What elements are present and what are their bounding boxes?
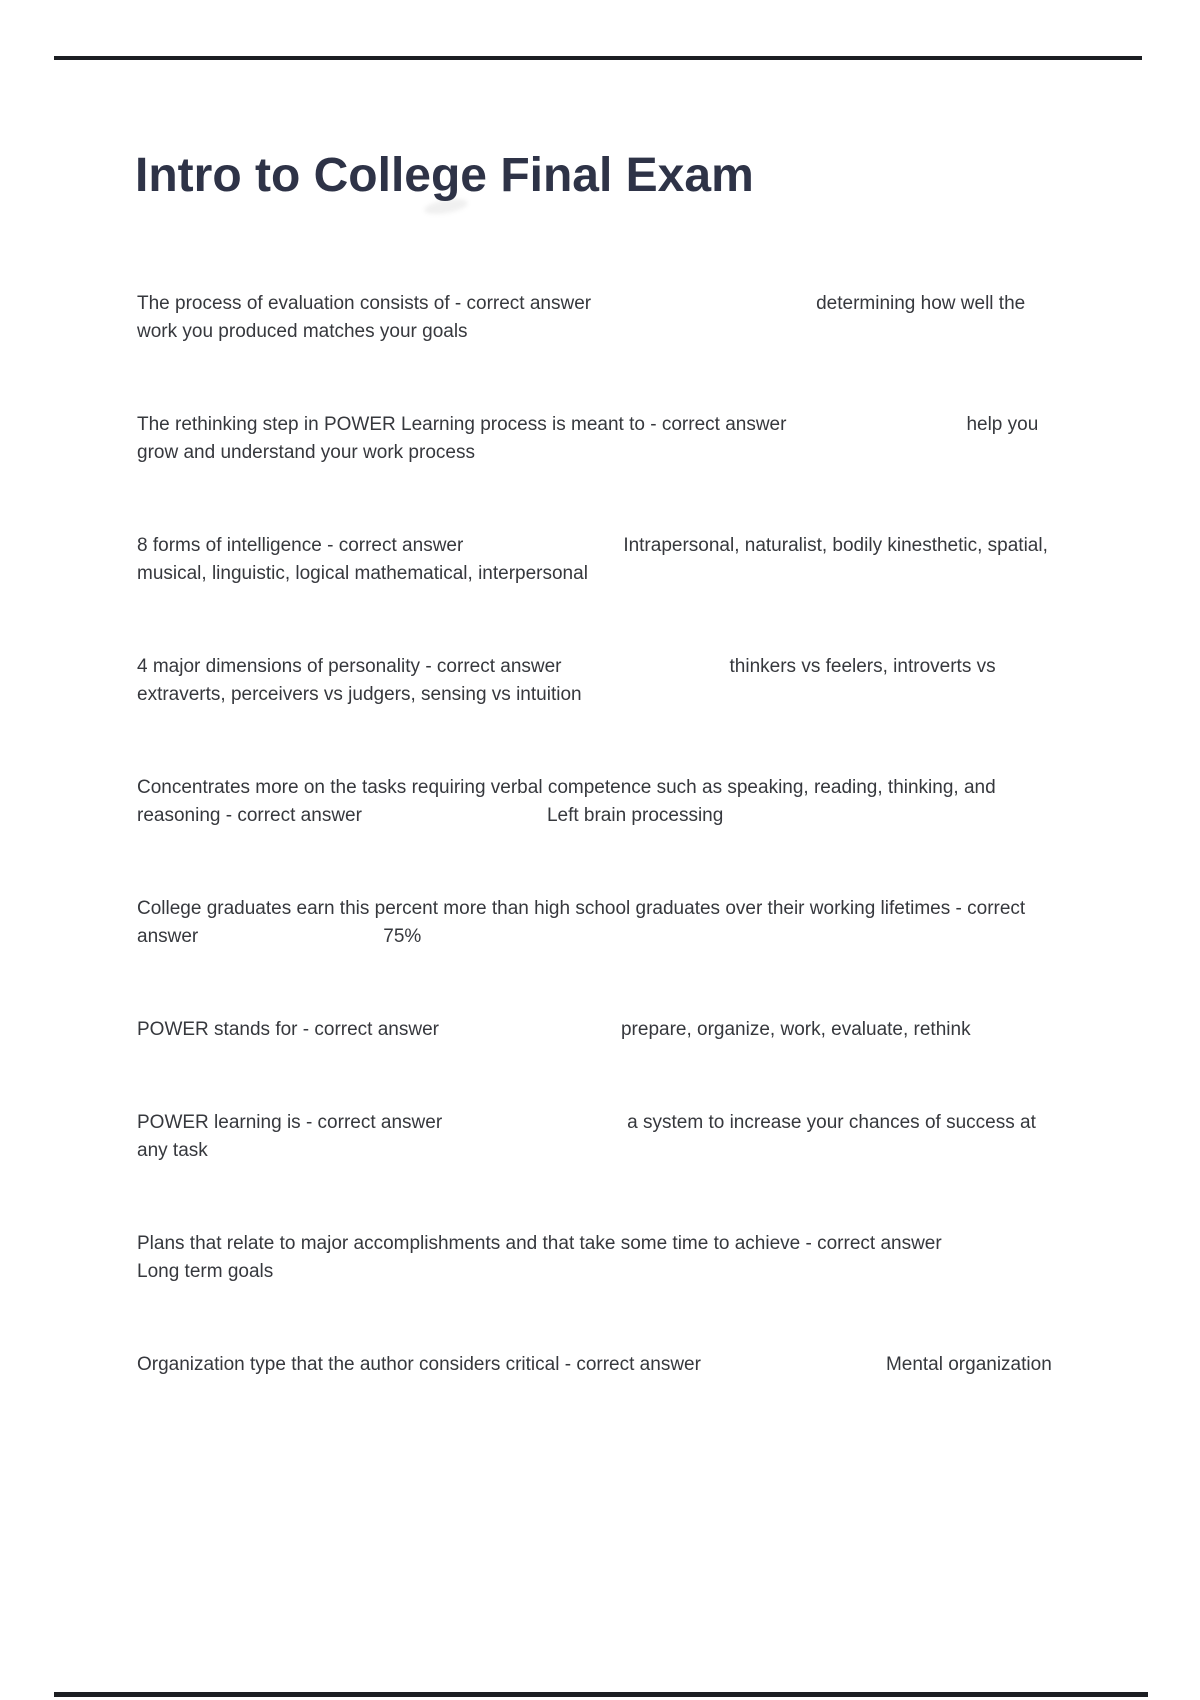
correct-answer-marker: - correct answer xyxy=(454,293,592,314)
qa-list xyxy=(137,290,1057,1444)
question-text: 4 major dimensions of personality xyxy=(137,656,421,677)
qa-block xyxy=(137,774,1057,830)
hidden-answer-gap xyxy=(442,1127,627,1128)
question-text: The rethinking step in POWER Learning process is meant to xyxy=(137,414,645,435)
hidden-answer-gap xyxy=(463,550,623,551)
bottom-divider xyxy=(54,1692,1148,1697)
question-text: Organization type that the author considers critical xyxy=(137,1354,560,1375)
qa-block xyxy=(137,290,1057,346)
correct-answer-marker: - correct answer xyxy=(327,535,464,556)
correct-answer-marker: - correct answer xyxy=(225,805,362,826)
page-title: Intro to College Final Exam xyxy=(135,149,754,202)
correct-answer-marker: - correct answer xyxy=(302,1019,439,1040)
answer-text: Intrapersonal, naturalist, bodily kinesthetic, spatial, musical, linguistic, logical mathematical, interpersonal xyxy=(137,535,1048,584)
hidden-answer-gap xyxy=(562,671,730,672)
qa-block xyxy=(137,1351,1057,1379)
question-text: The process of evaluation consists of xyxy=(137,293,450,314)
answer-text: 75% xyxy=(383,926,422,947)
hidden-answer-gap xyxy=(701,1369,886,1370)
qa-block xyxy=(137,895,1057,951)
answer-text: determining how well the work you produced matches your goals xyxy=(137,293,1026,342)
answer-text: help you grow and understand your work process xyxy=(137,414,1039,463)
question-text: Concentrates more on the tasks requiring verbal competence such as speaking, reading, thinking, and reasoning xyxy=(137,777,996,826)
correct-answer-marker: - correct answer xyxy=(805,1233,942,1254)
question-text: POWER learning is xyxy=(137,1112,301,1133)
correct-answer-marker: - correct answer xyxy=(564,1354,701,1375)
correct-answer-marker: - correct answer xyxy=(137,898,1026,947)
question-text: POWER stands for xyxy=(137,1019,298,1040)
hidden-answer-gap xyxy=(786,429,966,430)
answer-text: Left brain processing xyxy=(546,805,724,826)
answer-text: a system to increase your chances of success at any task xyxy=(137,1112,1036,1161)
qa-block xyxy=(137,1230,1057,1286)
correct-answer-marker: - correct answer xyxy=(650,414,787,435)
correct-answer-marker: - correct answer xyxy=(425,656,562,677)
qa-block xyxy=(137,1016,1057,1044)
hidden-answer-gap xyxy=(439,1034,621,1035)
answer-text: prepare, organize, work, evaluate, rethink xyxy=(620,1019,971,1040)
qa-block xyxy=(137,1109,1057,1165)
answer-text: thinkers vs feelers, introverts vs extraverts, perceivers vs judgers, sensing vs intuition xyxy=(137,656,996,705)
hidden-answer-gap xyxy=(591,308,816,309)
qa-block xyxy=(137,532,1057,588)
question-text: College graduates earn this percent more than high school graduates over their working lifetimes xyxy=(137,898,951,919)
qa-block xyxy=(137,411,1057,467)
question-text: 8 forms of intelligence xyxy=(137,535,322,556)
hidden-answer-gap xyxy=(362,820,547,821)
question-text: Plans that relate to major accomplishments and that take some time to achieve xyxy=(137,1233,801,1254)
qa-block xyxy=(137,653,1057,709)
answer-text: Long term goals xyxy=(137,1261,274,1282)
correct-answer-marker: - correct answer xyxy=(305,1112,443,1133)
hidden-answer-gap xyxy=(198,941,383,942)
answer-text: Mental organization xyxy=(885,1354,1052,1375)
top-divider xyxy=(54,56,1142,60)
